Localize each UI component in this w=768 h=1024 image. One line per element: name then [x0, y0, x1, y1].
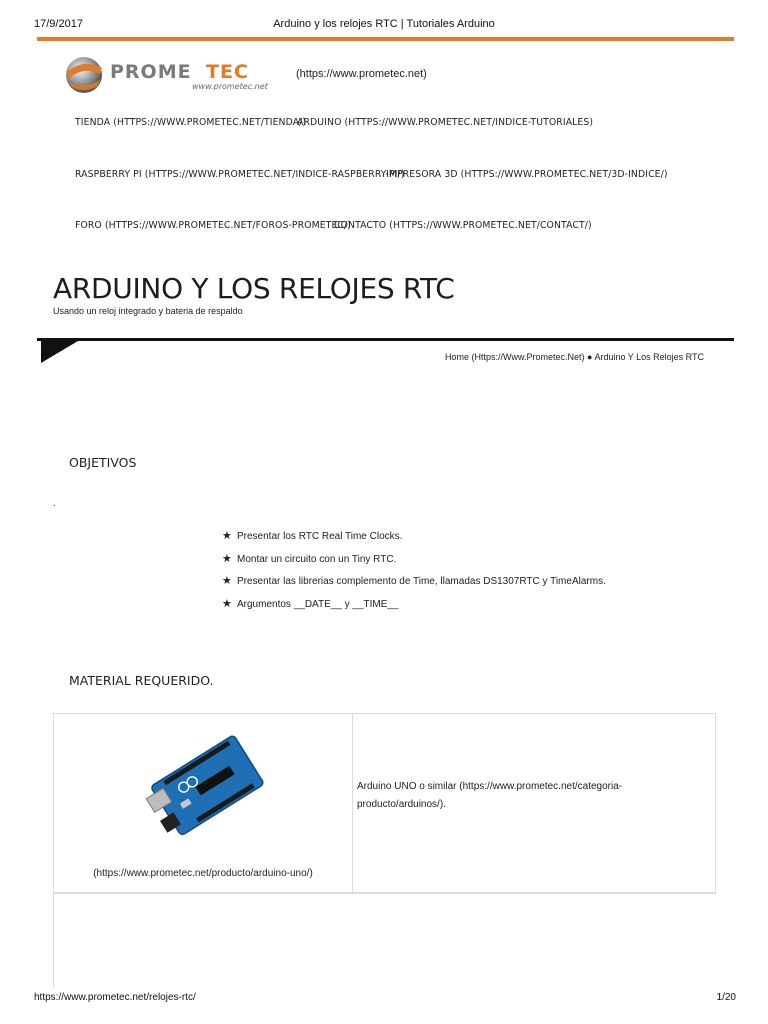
- objetivos-heading: OBJETIVOS: [69, 455, 137, 470]
- print-page-number: 1/20: [716, 992, 736, 1003]
- objetivos-list: [222, 531, 606, 621]
- corner-triangle-decoration: [41, 341, 78, 363]
- nav-item-arduino[interactable]: ARDUINO (HTTPS://WWW.PROMETEC.NET/INDICE-TUTORIALES): [297, 117, 594, 128]
- list-item-text: Presentar los RTC Real Time Clocks.: [237, 531, 403, 542]
- table-row-divider: [53, 893, 716, 894]
- list-item-text: Argumentos __DATE__ y __TIME__: [237, 598, 399, 610]
- list-item: [222, 554, 606, 577]
- star-icon: ★: [222, 575, 232, 587]
- nav-item-contacto[interactable]: CONTACTO (HTTPS://WWW.PROMETEC.NET/CONTACT/): [334, 220, 592, 231]
- star-icon: ★: [222, 530, 232, 542]
- breadcrumb-home-link[interactable]: Home (Https://Www.Prometec.Net): [444, 352, 585, 362]
- stray-dot: .: [53, 498, 56, 509]
- page-title: ARDUINO Y LOS RELOJES RTC: [53, 272, 455, 305]
- prometec-globe-icon: [64, 54, 294, 96]
- nav-item-tienda[interactable]: TIENDA (HTTPS://WWW.PROMETEC.NET/TIENDA/): [75, 117, 307, 128]
- star-icon: ★: [222, 552, 232, 565]
- star-icon: ★: [222, 597, 232, 610]
- prometec-logo[interactable]: [64, 54, 294, 96]
- breadcrumb-separator-icon: ●: [586, 352, 593, 362]
- breadcrumb: [445, 352, 704, 362]
- nav-item-foro[interactable]: FORO (HTTPS://WWW.PROMETEC.NET/FOROS-PROMETEC/): [75, 220, 351, 231]
- list-item: [222, 531, 606, 554]
- product-image-link[interactable]: (https://www.prometec.net/producto/arduino-uno/): [93, 868, 313, 879]
- breadcrumb-current: Arduino Y Los Relojes RTC: [594, 352, 704, 362]
- print-title: Arduino y los relojes RTC | Tutoriales Arduino: [273, 18, 495, 30]
- list-item-text: Montar un circuito con un Tiny RTC.: [237, 553, 397, 565]
- nav-item-impresora-3d[interactable]: IMPRESORA 3D (HTTPS://WWW.PROMETEC.NET/3D-INDICE/): [386, 169, 668, 180]
- list-item: [222, 599, 606, 622]
- print-footer-url: https://www.prometec.net/relojes-rtc/: [34, 992, 196, 1003]
- list-item-text: Presentar las librerias complemento de Time, llamadas DS1307RTC y TimeAlarms.: [237, 576, 606, 587]
- table-next-row-border: [53, 893, 54, 988]
- print-date: 17/9/2017: [34, 18, 83, 30]
- logo-brand-text: PROME: [110, 61, 192, 83]
- page-subtitle: Usando un reloj integrado y bateria de respaldo: [53, 306, 243, 316]
- logo-link-text[interactable]: (https://www.prometec.net): [296, 68, 427, 80]
- arduino-uno-board-image[interactable]: [140, 733, 272, 838]
- material-heading: MATERIAL REQUERIDO.: [69, 673, 214, 688]
- list-item: [222, 576, 606, 599]
- table-cell-divider: [352, 713, 353, 893]
- header-accent-rule: [37, 37, 734, 41]
- nav-item-raspberry-pi[interactable]: RASPBERRY PI (HTTPS://WWW.PROMETEC.NET/INDICE-RASPBERRY-PI/): [75, 169, 405, 180]
- material-description[interactable]: Arduino UNO o similar (https://www.prometec.net/categoria-producto/arduinos/).: [357, 781, 623, 810]
- title-rule: [37, 338, 734, 341]
- logo-tagline: www.prometec.net: [192, 82, 268, 91]
- logo-brand-accent: TEC: [206, 61, 249, 83]
